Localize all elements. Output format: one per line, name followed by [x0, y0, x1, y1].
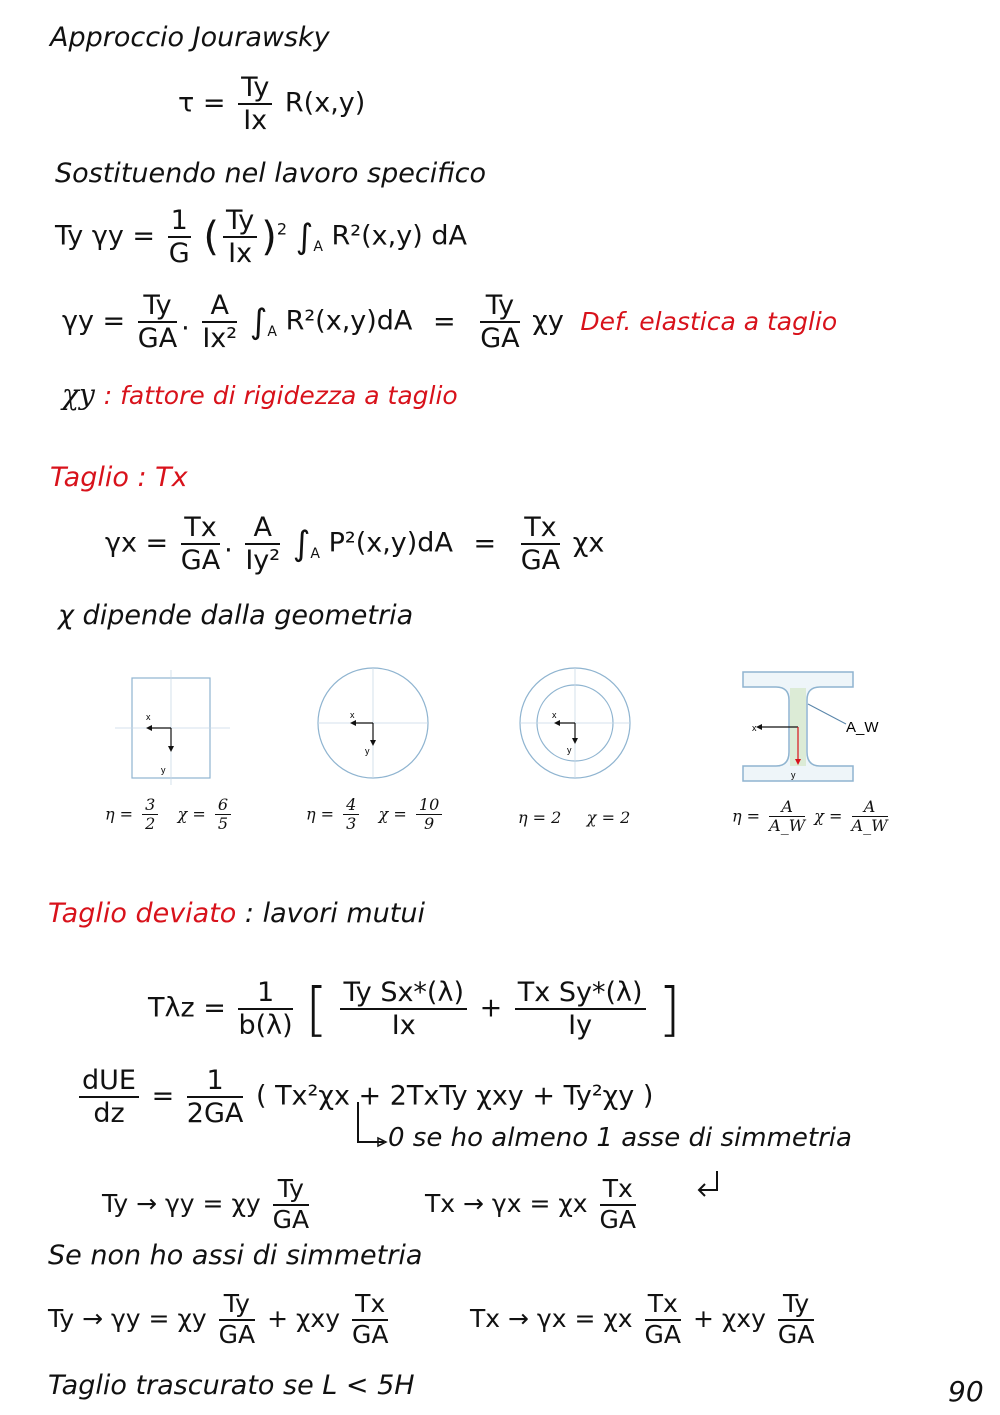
chi-geometry-note: χ dipende dalla geometria: [58, 600, 414, 631]
eq-gx-lhs: γx =: [105, 527, 169, 559]
equation-gamma-y: γy = $\frac{Ty}{GA}$ . $\frac{A}{\text{Ix²}}$ $\int_A$ R²(x,y)dA = $\frac{Ty}{GA}$ χy Def. elastica a taglio: [62, 290, 838, 355]
chi-value: 2: [620, 808, 631, 827]
chi-definition: [62, 378, 458, 411]
fraction-den: GA: [644, 1319, 682, 1349]
equation-nosym-y: [48, 1290, 392, 1350]
fraction: [181, 512, 220, 576]
fraction: [645, 1290, 681, 1350]
fraction-num: Tx: [352, 1290, 388, 1321]
fraction-den: Iy²: [245, 545, 281, 577]
ibeam-section: [743, 672, 879, 781]
bracket-close: ]: [658, 975, 681, 1043]
note-arrow-icon: [350, 1098, 390, 1148]
x-axis-label: x: [146, 712, 151, 722]
x-axis-label: x: [752, 723, 757, 733]
equation-gamma-x: γx = $\frac{Tx}{GA}$ . $\frac{A}{\text{Iy²}}$ $\int_A$ P²(x,y)dA = $\frac{Tx}{GA}$ χx: [105, 512, 605, 577]
fraction-den: Iy: [568, 1010, 593, 1041]
fraction-den: GA: [180, 545, 221, 577]
chi-symbol: χy: [532, 305, 564, 337]
integral-domain: A: [267, 323, 277, 340]
fraction-den: 2: [145, 814, 156, 834]
eq-work-lhs: Ty γy =: [55, 220, 156, 252]
fraction: [340, 977, 467, 1041]
return-arrow-icon: [695, 1168, 725, 1198]
fraction-num: Ty: [480, 290, 519, 323]
fraction-num: 3: [142, 796, 158, 815]
section-taglio-trascurato: Taglio trascurato se L < 5H: [48, 1370, 415, 1401]
paren-open: (: [203, 214, 219, 261]
fraction-num: Ty: [219, 1290, 255, 1321]
fraction-den: GA: [777, 1319, 815, 1349]
fraction-den: GA: [599, 1204, 637, 1234]
fraction-den: GA: [137, 323, 178, 355]
rect-coefficients: η = $\frac{3}{2}$ χ = $\frac{6}{5}$: [105, 796, 235, 834]
eq-work-rhs: R²(x,y) dA: [331, 220, 467, 252]
fraction: [515, 977, 646, 1041]
fraction-num: Ty Sx*(λ): [340, 977, 467, 1010]
fraction: [138, 290, 177, 354]
fraction-num: dUE: [79, 1065, 139, 1098]
fraction-num: 1: [187, 1065, 244, 1098]
y-axis-label: y: [791, 770, 796, 780]
ibeam-coefficients: η = $\frac{A}{A\_W}$ χ = $\frac{A}{A\_W}$: [732, 797, 888, 836]
fraction-den: GA: [272, 1204, 310, 1234]
fraction-num: Tx: [181, 512, 220, 545]
fraction-num: 6: [215, 796, 231, 815]
fraction-den: 5: [217, 814, 229, 834]
fraction-den: 3: [346, 814, 357, 834]
exponent: 2: [276, 219, 288, 239]
equals-sign: =: [433, 305, 456, 337]
section-taglio-tx: Taglio : Tx: [50, 462, 188, 493]
fraction-num: Tx Sy*(λ): [515, 977, 646, 1010]
integral-sign: ∫: [249, 302, 268, 343]
equation-sym-y: [102, 1175, 313, 1235]
equation-tau: [178, 72, 365, 136]
fraction-den: G: [168, 238, 190, 270]
equation-nosym-x: [470, 1290, 818, 1350]
fraction: [223, 205, 257, 269]
fraction-den: b(λ): [238, 1010, 293, 1041]
fraction: [219, 1290, 255, 1350]
eq-gy-lhs: γy =: [62, 305, 126, 337]
fraction-num: 1: [238, 977, 292, 1010]
fraction-num: A: [769, 798, 805, 817]
fraction: [521, 512, 560, 576]
eq-tau-rhs: R(x,y): [284, 87, 366, 119]
annotation-def-elastica: Def. elastica a taglio: [580, 306, 838, 336]
fraction-den: Ix: [243, 105, 268, 137]
fraction-num: 10: [416, 796, 442, 815]
equation-work: [55, 205, 467, 269]
fraction-den: Ix: [391, 1010, 416, 1041]
plus-sign: +: [479, 992, 503, 1024]
integral-domain: A: [310, 545, 320, 562]
eq-tlz-lhs: Tλz =: [148, 992, 226, 1024]
fraction: [202, 290, 237, 354]
y-axis-label: y: [161, 765, 166, 775]
ring-coefficients: η = 2 χ = 2: [518, 808, 631, 827]
fraction: [852, 798, 888, 836]
equals-sign: =: [473, 527, 497, 559]
integral-sign: ∫: [292, 524, 311, 565]
bracket-open: [: [305, 975, 328, 1043]
fraction: [142, 796, 158, 834]
aw-label: A_W: [846, 719, 879, 736]
fraction-num: Ty: [223, 205, 257, 238]
fraction-den: A_W: [851, 816, 888, 836]
fraction-den: GA: [218, 1319, 256, 1349]
integral-domain: A: [313, 238, 323, 255]
fraction: [352, 1290, 388, 1350]
fraction-den: Ix: [228, 238, 253, 270]
fraction-den: GA: [520, 545, 561, 577]
eq-gx-body: P²(x,y)dA: [328, 527, 453, 559]
eta-value: 2: [551, 808, 562, 827]
fraction: [79, 1065, 139, 1129]
eq-nosym-lhs: Tx → γx = χx: [470, 1303, 633, 1333]
fraction-den: A_W: [769, 816, 806, 836]
fraction: [778, 1290, 814, 1350]
fraction-num: Tx: [521, 512, 560, 545]
fraction: [215, 796, 231, 834]
note-symmetry: 0 se ho almeno 1 asse di simmetria: [388, 1123, 852, 1153]
equals-sign: =: [151, 1080, 175, 1112]
ring-section: [520, 668, 630, 778]
fraction-num: Ty: [238, 72, 272, 105]
circle-coefficients: η = $\frac{4}{3}$ χ = $\frac{10}{9}$: [306, 796, 446, 834]
fraction: [187, 1065, 244, 1129]
page-title: Approccio Jourawsky: [50, 22, 330, 53]
fraction-num: Ty: [778, 1290, 814, 1321]
integral-sign: ∫: [295, 217, 314, 258]
section-sostituendo: Sostituendo nel lavoro specifico: [55, 158, 486, 189]
fraction: [769, 798, 805, 836]
equation-tlz: [148, 975, 681, 1043]
fraction-num: Tx: [645, 1290, 681, 1321]
eq-gy-body: R²(x,y)dA: [285, 305, 413, 337]
section-title: Taglio deviato: [48, 898, 237, 929]
fraction-num: Ty: [138, 290, 177, 323]
x-axis-label: x: [350, 710, 355, 720]
rectangle-section: [115, 670, 230, 785]
fraction-den: GA: [480, 323, 520, 355]
fraction-num: A: [202, 290, 237, 323]
fraction: [343, 796, 359, 834]
fraction-den: 9: [423, 814, 435, 834]
chi-symbol: χx: [572, 527, 605, 559]
eq-nosym-mid: + χxy: [692, 1303, 766, 1333]
section-taglio-deviato: [48, 898, 425, 929]
y-axis-label: y: [365, 746, 370, 756]
fraction-num: 1: [168, 205, 191, 238]
fraction: [245, 512, 280, 576]
eq-sym-lhs: Ty → γy = χy: [102, 1188, 261, 1218]
x-axis-label: x: [552, 710, 557, 720]
circle-section: [318, 668, 428, 778]
chi-definition-text: : fattore di rigidezza a taglio: [103, 381, 458, 410]
y-axis-label: y: [567, 745, 572, 755]
fraction-num: A: [245, 512, 280, 545]
fraction-num: Tx: [600, 1175, 636, 1206]
eq-sym-lhs: Tx → γx = χx: [425, 1188, 588, 1218]
eq-tau-lhs: τ =: [178, 87, 226, 119]
fraction: [238, 977, 292, 1041]
fraction-den: 2GA: [186, 1098, 244, 1130]
fraction-num: 4: [343, 796, 359, 815]
fraction-den: GA: [351, 1319, 389, 1349]
page-number: 90: [948, 1375, 984, 1408]
fraction: [238, 72, 272, 136]
eq-due-body: ( Tx²χx + 2TxTy χxy + Ty²χy ): [255, 1080, 654, 1112]
eq-nosym-mid: + χxy: [267, 1303, 341, 1333]
equation-sym-x: [425, 1175, 640, 1235]
fraction-den: Ix²: [202, 323, 238, 355]
eq-nosym-lhs: Ty → γy = χy: [48, 1303, 207, 1333]
fraction: [416, 796, 442, 834]
chi-symbol: χy: [62, 378, 95, 411]
section-no-symmetry: Se non ho assi di simmetria: [48, 1240, 423, 1271]
fraction: [480, 290, 519, 354]
fraction: [273, 1175, 309, 1235]
fraction-num: A: [852, 798, 888, 817]
fraction: [168, 205, 191, 269]
paren-close: ): [261, 214, 277, 261]
fraction-den: dz: [93, 1098, 125, 1130]
section-subtitle: : lavori mutui: [244, 898, 425, 929]
fraction-num: Ty: [273, 1175, 309, 1206]
fraction: [600, 1175, 636, 1235]
